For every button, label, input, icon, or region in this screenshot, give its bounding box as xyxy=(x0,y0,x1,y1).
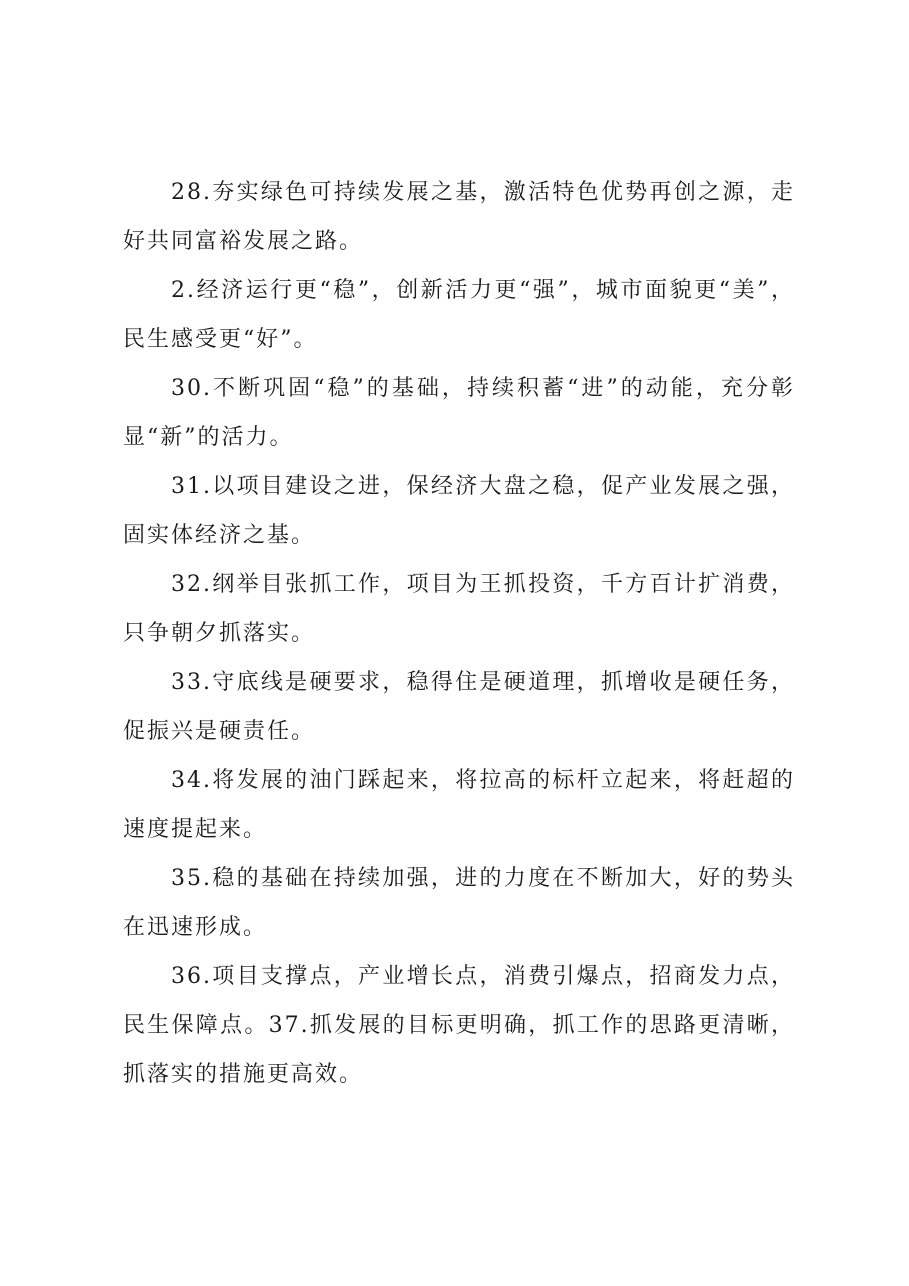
paragraph-31: 31.以项目建设之进，保经济大盘之稳，促产业发展之强，固实体经济之基。 xyxy=(123,474,795,548)
paragraph-36-37: 36.项目支撑点，产业增长点，消费引爆点，招商发力点，民生保障点。37.抓发展的目标更明确，抓工作的思路更清晰，抓落实的措施更高效。 xyxy=(123,964,795,1087)
paragraph-34: 34.将发展的油门踩起来，将拉高的标杆立起来，将赶超的速度提起来。 xyxy=(123,768,795,842)
paragraph-2: 2.经济运行更“稳”，创新活力更“强”，城市面貌更“美”，民生感受更“好”。 xyxy=(123,278,795,352)
paragraph-28: 28.夯实绿色可持续发展之基，激活特色优势再创之源，走好共同富裕发展之路。 xyxy=(123,180,795,254)
paragraph-33: 33.守底线是硬要求，稳得住是硬道理，抓增收是硬任务，促振兴是硬责任。 xyxy=(123,670,795,744)
document-body xyxy=(123,168,795,1099)
paragraph-32: 32.纲举目张抓工作，项目为王抓投资，千方百计扩消费，只争朝夕抓落实。 xyxy=(123,572,795,646)
paragraph-30: 30.不断巩固“稳”的基础，持续积蓄“进”的动能，充分彰显“新”的活力。 xyxy=(123,376,795,450)
paragraph-35: 35.稳的基础在持续加强，进的力度在不断加大，好的势头在迅速形成。 xyxy=(123,866,795,940)
